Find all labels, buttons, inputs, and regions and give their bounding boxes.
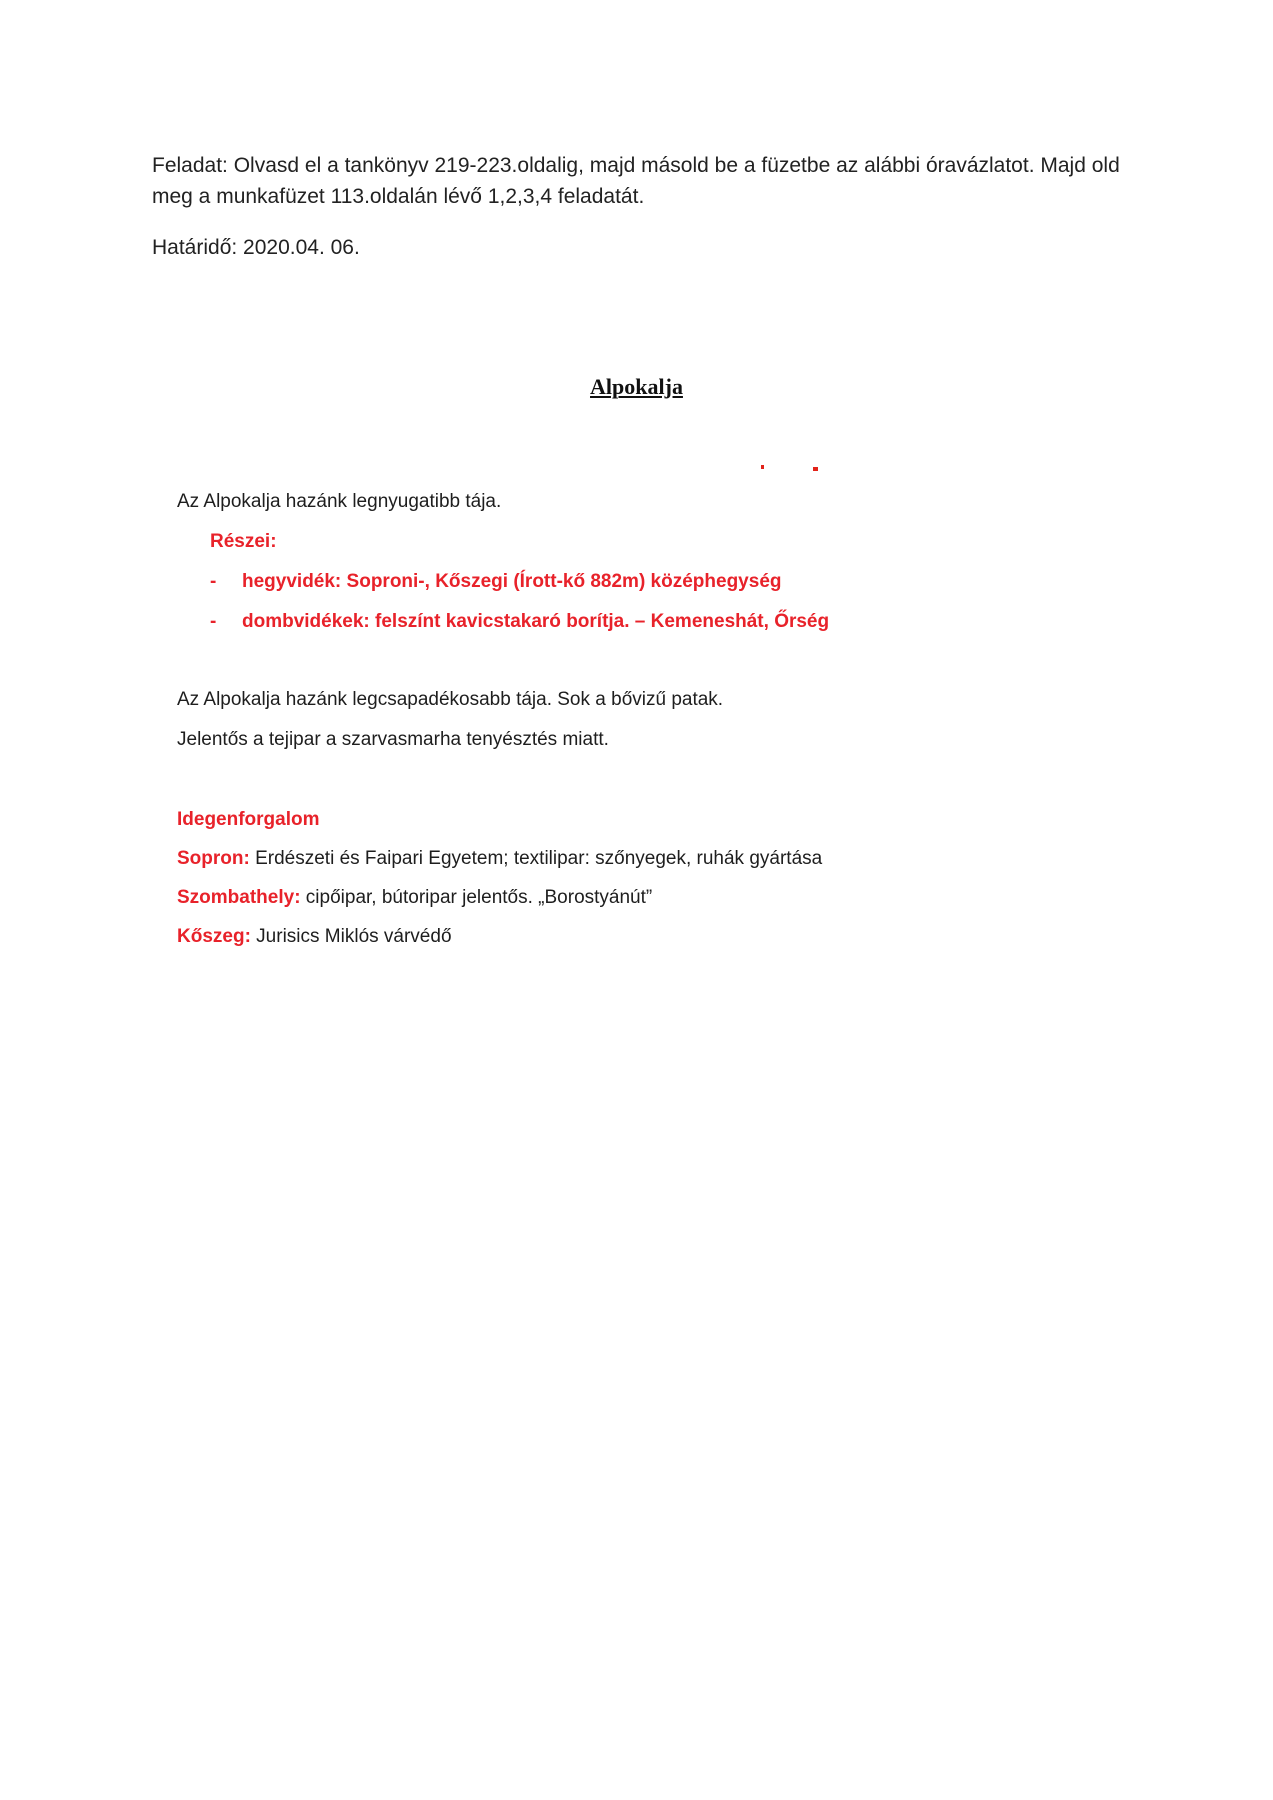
intro-text: Az Alpokalja hazánk legnyugatibb tája. [177, 491, 502, 512]
city-name: Kőszeg: [177, 926, 251, 947]
list-item-text: dombvidékek: felszínt kavicstakaró borítja. – Kemeneshát, Őrség [242, 611, 830, 632]
page-title: Alpokalja [590, 374, 683, 399]
city-description: Erdészeti és Faipari Egyetem; textilipar: szőnyegek, ruhák gyártása [249, 848, 823, 869]
city-description: Jurisics Miklós várvédő [250, 926, 452, 947]
list-item-text: hegyvidék: Soproni-, Kőszegi (Írott-kő 882m) középhegység [242, 571, 782, 592]
parts-heading: Részei: [210, 531, 277, 552]
city-description: cipőipar, bútoripar jelentős. „Borostyánút” [300, 887, 653, 908]
scan-artifact-mark [813, 467, 818, 471]
tourism-heading: Idegenforgalom [177, 809, 320, 830]
city-line [177, 887, 652, 909]
city-name: Sopron: [177, 848, 250, 869]
city-name: Szombathely: [177, 887, 301, 908]
climate-text: Az Alpokalja hazánk legcsapadékosabb tája. Sok a bővizű patak. [177, 689, 724, 710]
scan-artifact-mark [761, 465, 764, 469]
task-instructions: Feladat: Olvasd el a tankönyv 219-223.oldalig, majd másold be a füzetbe az alábbi óravázlatot. Majd old meg a munkafüzet 113.oldalán lévő 1,2,3,4 feladatát. [152, 154, 1120, 208]
deadline: Határidő: 2020.04. 06. [152, 236, 360, 259]
dash-bullet: - [210, 611, 217, 632]
dash-bullet: - [210, 571, 217, 592]
city-line [177, 848, 822, 870]
industry-text: Jelentős a tejipar a szarvasmarha tenyésztés miatt. [177, 729, 609, 750]
city-line [177, 926, 452, 948]
